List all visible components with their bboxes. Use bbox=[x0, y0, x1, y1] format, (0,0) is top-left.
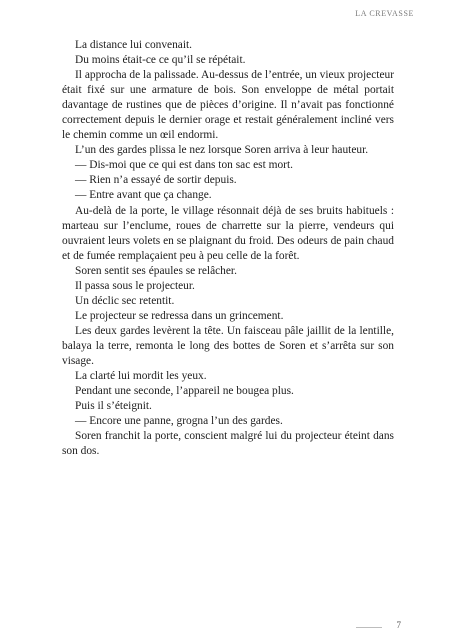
paragraph: L’un des gardes plissa le nez lorsque Soren arriva à leur hauteur. bbox=[75, 144, 369, 157]
paragraph: Il approcha de la palissade. Au-dessus de l’entrée, un vieux projecteur était fixé sur une armature de bois. Son enveloppe de métal portait davantage de rustines que de pièces d’origine. Il n’avait pas fonctionné correctement depuis le dernier orage et restait généralement incliné vers le chemin comme un œil endormi. bbox=[62, 69, 394, 142]
paragraph: La clarté lui mordit les yeux. bbox=[75, 370, 207, 383]
dialogue-line: — Rien n’a essayé de sortir depuis. bbox=[75, 174, 237, 187]
paragraph: Soren sentit ses épaules se relâcher. bbox=[75, 264, 237, 277]
paragraph: Soren franchit la porte, conscient malgré lui du projecteur éteint dans son dos. bbox=[62, 430, 394, 458]
dialogue-line: — Encore une panne, grogna l’un des gardes. bbox=[75, 415, 283, 428]
dialogue-line: — Entre avant que ça change. bbox=[75, 189, 212, 202]
dialogue-line: — Dis-moi que ce qui est dans ton sac est mort. bbox=[75, 159, 293, 172]
paragraph: Puis il s’éteignit. bbox=[75, 400, 152, 413]
running-head-title: LA CREVASSE bbox=[355, 9, 414, 18]
paragraph: La distance lui convenait. bbox=[75, 39, 193, 51]
paragraph: Le projecteur se redressa dans un grincement. bbox=[75, 309, 284, 322]
body-text bbox=[62, 38, 394, 459]
paragraph: Un déclic sec retentit. bbox=[75, 294, 175, 307]
paragraph: Pendant une seconde, l’appareil ne bougea plus. bbox=[75, 385, 294, 398]
paragraph: Il passa sous le projecteur. bbox=[75, 279, 195, 292]
paragraph: Les deux gardes levèrent la tête. Un faisceau pâle jaillit de la lentille, balaya la terre, remonta le long des bottes de Soren et s’arrêta sur son visage. bbox=[62, 324, 394, 367]
paragraph: Du moins était-ce ce qu’il se répétait. bbox=[75, 54, 246, 67]
paragraph: Au-delà de la porte, le village résonnait déjà de ses bruits habituels : marteau sur l’enclume, roues de charrette sur la pierre, vendeurs qui ouvraient leurs volets en se plaignant du froid. Des odeurs de pain chaud et de fumée remplaçaient peu à peu celle de la forêt. bbox=[62, 204, 394, 262]
page-number: 7 bbox=[396, 620, 401, 630]
footer-rule bbox=[356, 627, 382, 628]
